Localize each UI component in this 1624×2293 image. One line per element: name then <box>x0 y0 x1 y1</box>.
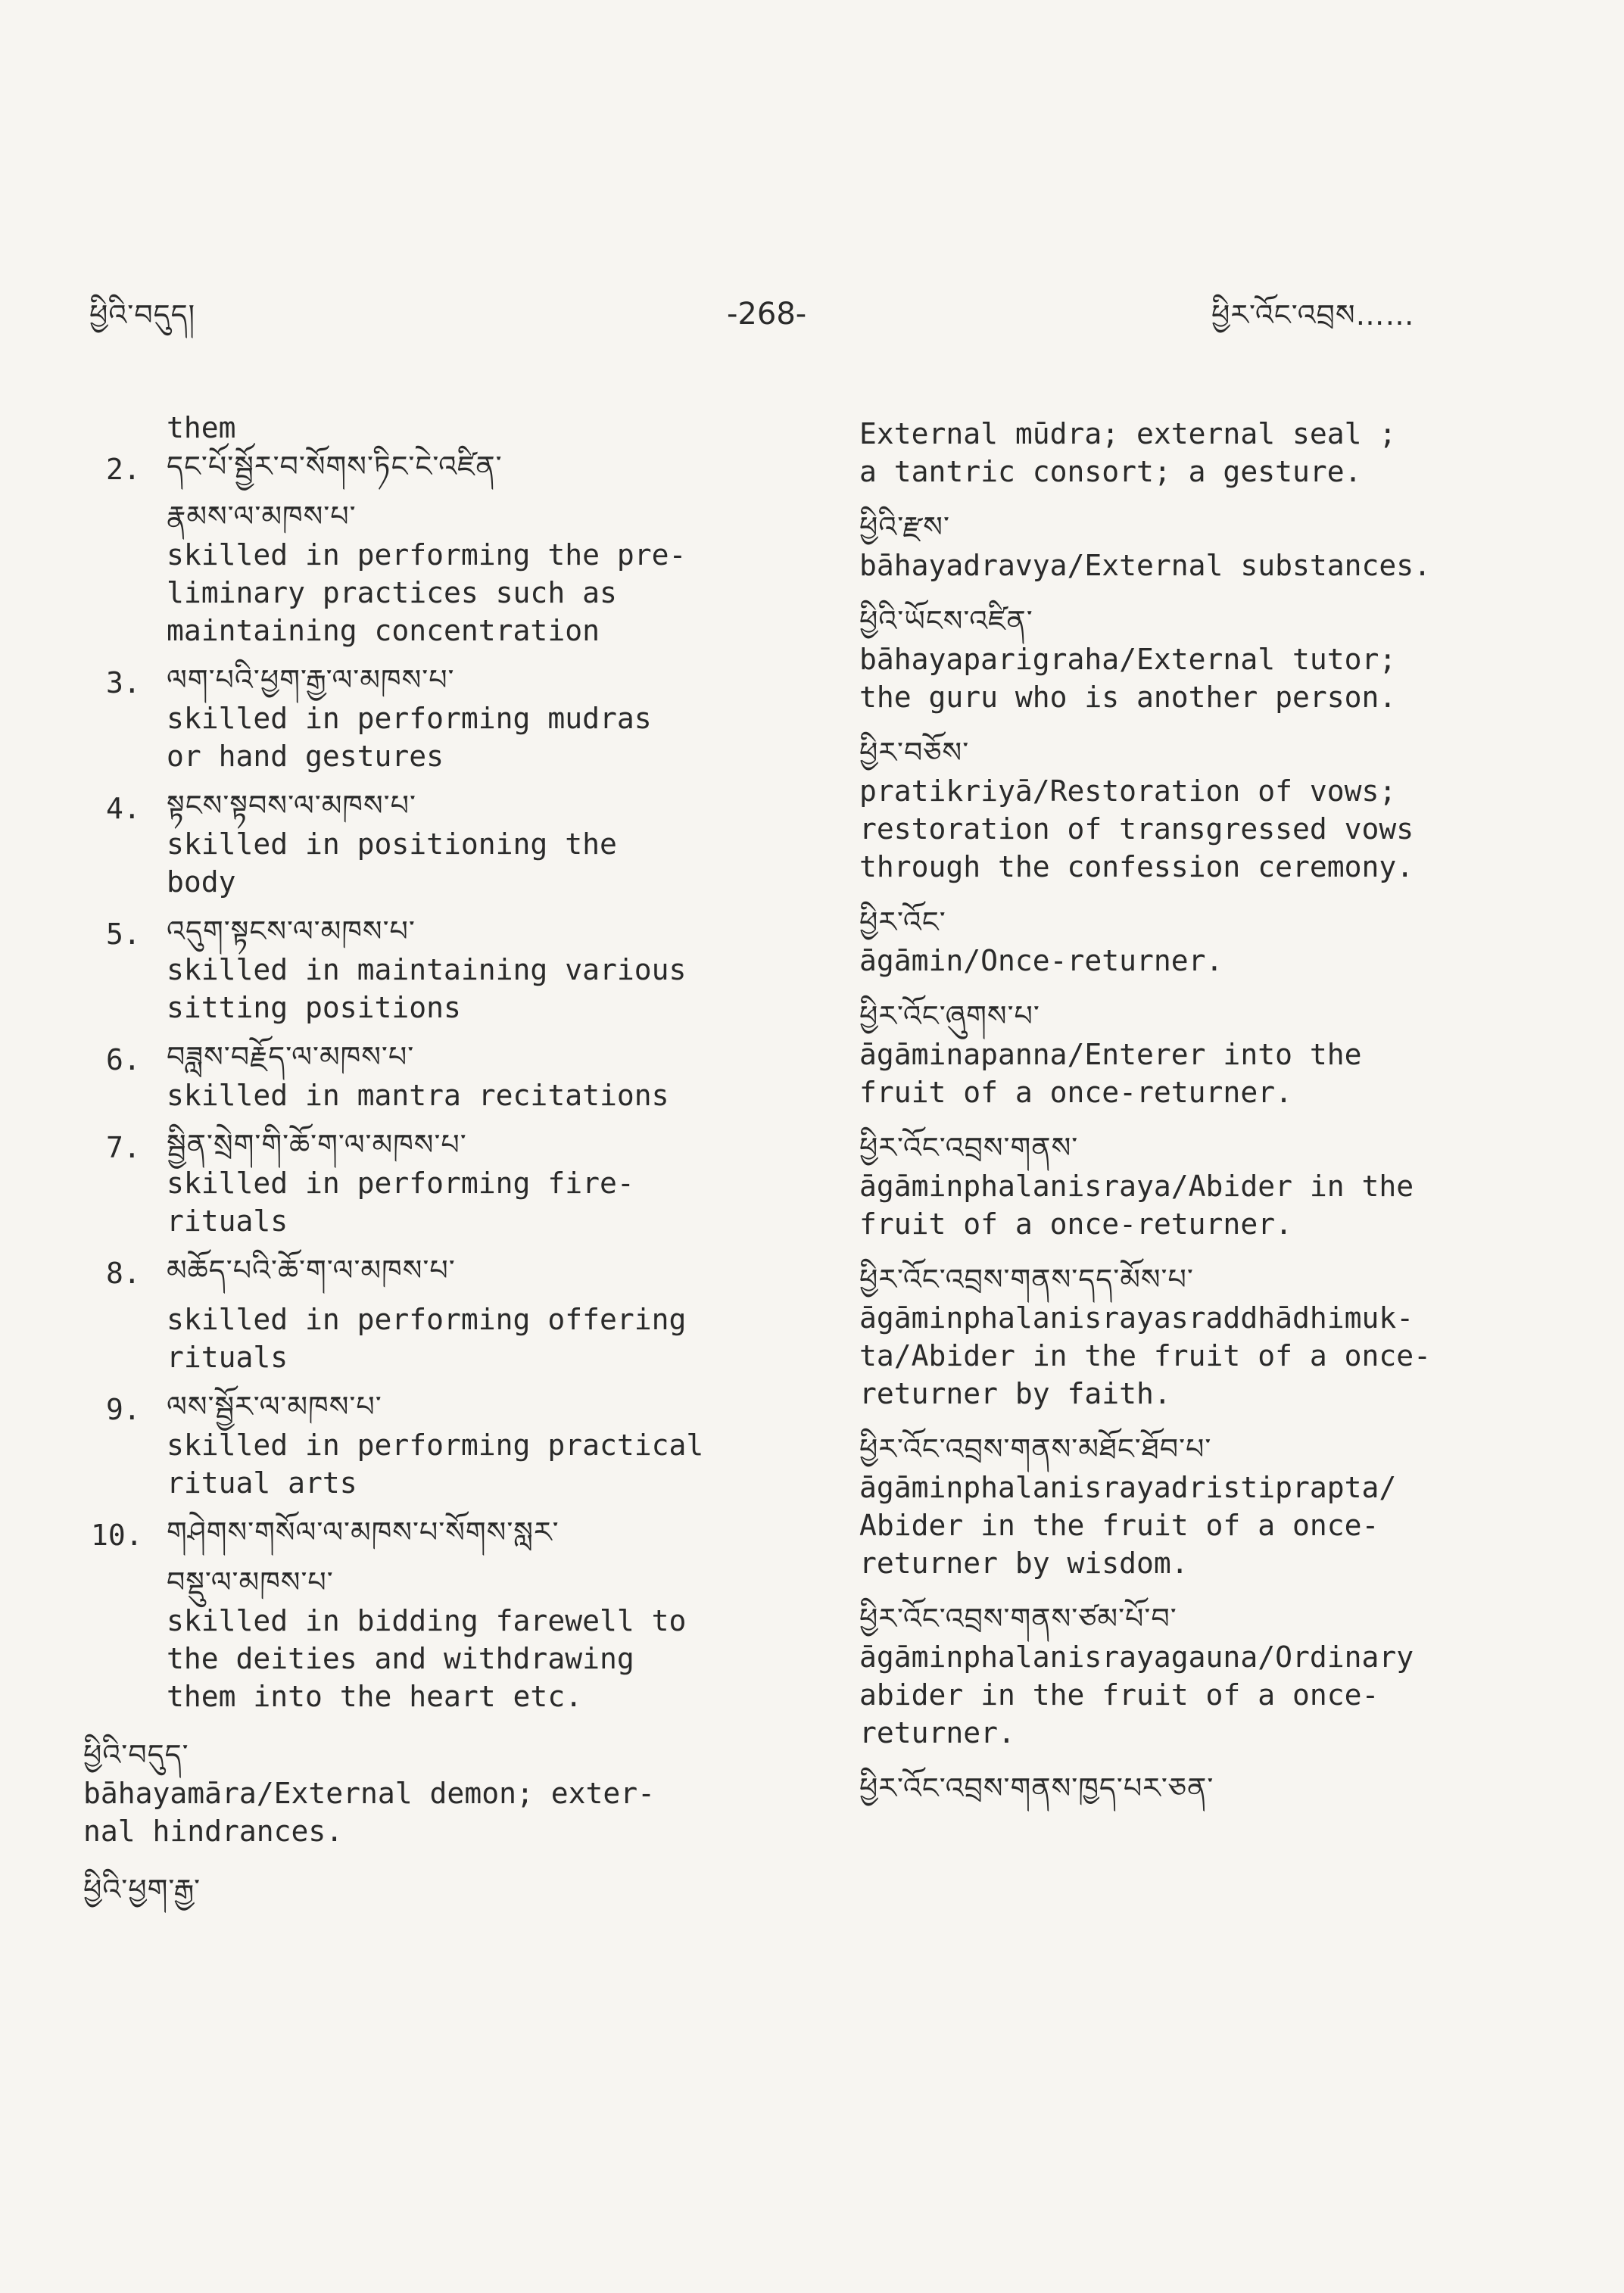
entry-headword: ཕྱིར་བཅོས་ <box>859 736 970 769</box>
definition-line: Abider in the fruit of a once- <box>859 1509 1379 1542</box>
definition-line: returner. <box>859 1716 1015 1749</box>
tibetan-term: གཤེགས་གསོལ་ལ་མཁས་པ་སོགས་སླར་ <box>167 1516 560 1549</box>
list-item <box>83 911 780 1027</box>
definition-line: āgāmin/Once-returner. <box>859 944 1223 977</box>
entry-headword: ཕྱིར་འོང་ <box>859 905 946 939</box>
definition-line: a tantric consort; a gesture. <box>859 455 1362 488</box>
running-head-right: ཕྱིར་འོང་འབྲས…… <box>1211 298 1415 332</box>
entry-headword: ཕྱིར་འོང་ཞུགས་པ་ <box>859 999 1040 1033</box>
right-column <box>859 415 1586 1808</box>
item-number: 3. <box>106 666 141 699</box>
tibetan-term: བཟླས་བརྗོད་ལ་མཁས་པ་ <box>167 1040 415 1073</box>
definition-line: body <box>167 865 236 899</box>
definition-line: the guru who is another person. <box>859 681 1397 714</box>
entry-headword: ཕྱིར་འོང་འབྲས་གནས་ <box>859 1131 1079 1164</box>
continuation-text: them <box>167 411 236 444</box>
definition-line: skilled in performing offering <box>167 1303 687 1336</box>
definition-line: āgāminphalanisraya/Abider in the <box>859 1170 1414 1203</box>
entry-headword: ཕྱིའི་རྫས་ <box>859 510 950 544</box>
entry-headword: ཕྱིའི་ཕྱག་རྒྱ་ <box>83 1873 201 1906</box>
definition-line: maintaining concentration <box>167 614 600 647</box>
definition-line: skilled in performing practical <box>167 1428 704 1462</box>
entry-headword: ཕྱིའི་བདུད་ <box>83 1738 189 1771</box>
tibetan-term: མཆོད་པའི་ཆོ་ག་ལ་མཁས་པ་ <box>167 1254 456 1287</box>
entry-headword: ཕྱིར་འོང་འབྲས་གནས་ཁྱད་པར་ཅན་ <box>859 1771 1214 1805</box>
list-item <box>83 1125 780 1240</box>
item-number: 4. <box>106 792 141 825</box>
definition-line: āgāminapanna/Enterer into the <box>859 1038 1362 1071</box>
definition-line: rituals <box>167 1341 288 1374</box>
definition-line: the deities and withdrawing <box>167 1642 634 1675</box>
tibetan-term: ལག་པའི་ཕྱག་རྒྱ་ལ་མཁས་པ་ <box>167 663 455 696</box>
definition-line: ta/Abider in the fruit of a once- <box>859 1339 1431 1372</box>
entry-headword: ཕྱིར་འོང་འབྲས་གནས་མཐོང་ཐོབ་པ་ <box>859 1432 1212 1466</box>
definition-line: sitting positions <box>167 991 461 1024</box>
definition-line: External mūdra; external seal ; <box>859 417 1397 450</box>
definition-line: pratikriyā/Restoration of vows; <box>859 774 1397 808</box>
definition-line: bāhayaparigraha/External tutor; <box>859 643 1397 676</box>
definition-line: abider in the fruit of a once- <box>859 1678 1379 1712</box>
item-number: 10. <box>91 1519 143 1552</box>
definition-line: through the confession ceremony. <box>859 850 1414 883</box>
tibetan-term: སྟངས་སྟབས་ལ་མཁས་པ་ <box>167 789 416 822</box>
definition-line: ritual arts <box>167 1466 357 1500</box>
definition-line: āgāminphalanisrayadristiprapta/ <box>859 1471 1397 1504</box>
definition-line: them into the heart etc. <box>167 1680 583 1713</box>
item-number: 2. <box>106 453 141 486</box>
definition-line: rituals <box>167 1204 288 1238</box>
definition-line: āgāminphalanisrayasraddhādhimuk- <box>859 1301 1414 1335</box>
entry-headword: ཕྱིར་འོང་འབྲས་གནས་དད་མོས་པ་ <box>859 1263 1194 1296</box>
definition-line: skilled in performing fire- <box>167 1167 634 1200</box>
tibetan-term: རྣམས་ལ་མཁས་པ་ <box>167 500 357 533</box>
definition-line: bāhayamāra/External demon; exter- <box>83 1777 655 1810</box>
definition-line: returner by faith. <box>859 1377 1171 1410</box>
list-item <box>83 1387 780 1502</box>
definition-line: skilled in positioning the <box>167 827 617 861</box>
definition-line: skilled in performing the pre- <box>167 538 687 572</box>
tibetan-term: བསྡུ་ལ་མཁས་པ་ <box>167 1566 334 1599</box>
definition-line: liminary practices such as <box>167 576 617 609</box>
left-column <box>83 409 780 1909</box>
list-item <box>83 786 780 901</box>
list-item <box>83 1513 780 1715</box>
list-item <box>83 1037 780 1114</box>
definition-line: skilled in maintaining various <box>167 953 687 986</box>
list-item <box>83 447 780 650</box>
item-number: 6. <box>106 1043 141 1076</box>
definition-line: fruit of a once-returner. <box>859 1207 1292 1241</box>
item-number: 5. <box>106 918 141 951</box>
item-number: 8. <box>106 1257 141 1290</box>
definition-line: bāhayadravya/External substances. <box>859 549 1431 582</box>
tibetan-term: སྦྱིན་སྲེག་གི་ཆོ་ག་ལ་མཁས་པ་ <box>167 1128 467 1161</box>
definition-line: skilled in bidding farewell to <box>167 1604 687 1637</box>
item-number: 9. <box>106 1393 141 1426</box>
running-head-left: ཕྱིའི་བདུད། <box>89 298 196 332</box>
definition-line: restoration of transgressed vows <box>859 812 1414 846</box>
definition-line: skilled in performing mudras <box>167 702 652 735</box>
page-number: -268- <box>727 297 807 332</box>
tibetan-term: དང་པོ་སྦྱོར་བ་སོགས་ཏིང་ངེ་འཛིན་ <box>167 450 503 483</box>
definition-line: nal hindrances. <box>83 1815 344 1848</box>
item-number: 7. <box>106 1131 141 1164</box>
entry-headword: ཕྱིའི་ཡོངས་འཛིན་ <box>859 604 1033 637</box>
tibetan-term: ལས་སྦྱོར་ལ་མཁས་པ་ <box>167 1390 382 1423</box>
definition-line: skilled in mantra recitations <box>167 1079 669 1112</box>
tibetan-term: འདུག་སྟངས་ལ་མཁས་པ་ <box>167 914 416 948</box>
list-item <box>83 1251 780 1376</box>
entry-headword: ཕྱིར་འོང་འབྲས་གནས་ཙམ་པོ་བ་ <box>859 1602 1177 1635</box>
definition-line: returner by wisdom. <box>859 1547 1189 1580</box>
definition-line: āgāminphalanisrayagauna/Ordinary <box>859 1640 1414 1674</box>
list-item <box>83 660 780 775</box>
definition-line: or hand gestures <box>167 740 444 773</box>
definition-line: fruit of a once-returner. <box>859 1076 1292 1109</box>
